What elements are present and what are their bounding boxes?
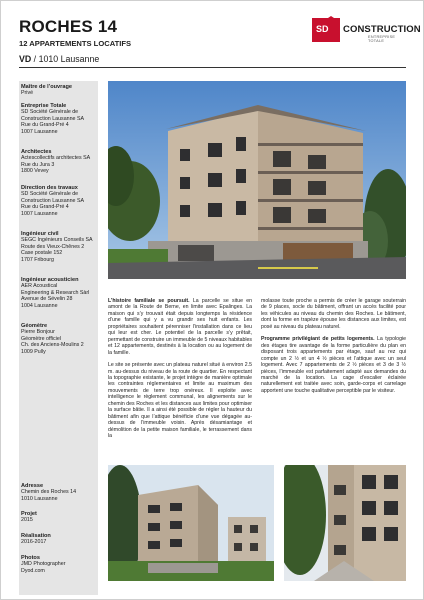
body-paragraph-3: molasse toute proche a permis de créer le garage souterrain de 9 places, socle du bâtiment, offrant un accès facilité pour les véhicules au niveau du chemin des Roches. Le bâtiment, dont la forme en trapèze épouse les distances aux limites, est posé au niveau du plateau naturel.: [261, 298, 406, 330]
credit-line: Case postale 152: [21, 250, 63, 257]
location-city: / 1010 Lausanne: [31, 54, 100, 64]
credit-heading: Direction des travaux: [21, 185, 78, 191]
credit-heading: Photos: [21, 555, 40, 561]
building-photo-facade: [284, 465, 406, 581]
credits-sidebar: [19, 81, 98, 595]
credit-line: Rue du Grand-Pré 4: [21, 122, 69, 129]
header-rule: [19, 67, 406, 68]
credit-line: Ch. des Anciens-Moulins 2: [21, 342, 84, 349]
building-photo-main: [108, 81, 406, 279]
credit-line: Avenue de Sévelin 28: [21, 296, 73, 303]
credit-block: [21, 483, 97, 502]
body-column-right: [261, 298, 406, 400]
credit-line: Chemin des Roches 14: [21, 489, 77, 496]
credit-block: [21, 84, 97, 97]
credit-heading: Géomètre: [21, 323, 48, 329]
body-paragraph-2: Le site se présente avec un plateau naturel situé à environ 2.5 m. au-dessus du niveau de la route de quartier. En respectant la topographie existante, le projet intègre de manière optimale les contraintes réglementaires et limite au maximum des mouvements de terre trop onéreux. Il exploite avec intelligence le règlement communal, les alignements sur le chemin des Roches et les distances aux limites pour optimiser la surface bâtie. Il a ainsi été possible de régler la hauteur du bâtiment afin que l’attique bénéficie d’une vue dégagée au-dessus de l’immeuble voisin. Après désamiantage et démolition de la petite maison familiale, le terrassement dans la: [108, 362, 252, 440]
location-code: VD: [19, 54, 32, 64]
credit-block: [21, 277, 97, 309]
credit-heading: Réalisation: [21, 533, 51, 539]
credit-line: Privé: [21, 90, 34, 97]
building-photo-side-image: [108, 465, 274, 581]
credit-line: 1007 Lausanne: [21, 210, 58, 217]
credit-line: Construction Lausanne SA: [21, 197, 85, 204]
credit-line: Route des Vieux-Chênes 2: [21, 243, 85, 250]
logo-wordmark: CONSTRUCTION: [343, 24, 421, 35]
body-column-left: [108, 298, 252, 446]
credit-line: 1007 Lausanne: [21, 128, 58, 135]
credit-block: [21, 511, 97, 524]
credit-heading: Entreprise Totale: [21, 103, 67, 109]
credit-line: SD Société Générale de: [21, 191, 79, 198]
credit-block: [21, 231, 97, 263]
credit-line: 1800 Vevey: [21, 168, 49, 175]
credit-heading: Adresse: [21, 483, 44, 489]
building-photo-facade-image: [284, 465, 406, 581]
paragraph-lead-history: L’histoire familiale se poursuit.: [108, 298, 190, 304]
body-paragraph-1: [108, 298, 252, 356]
credit-block: [21, 103, 97, 135]
credit-block: [21, 149, 97, 175]
credit-line: Dyod.com: [21, 567, 45, 574]
building-photo-main-image: [108, 81, 406, 279]
credit-line: JMD Photographer: [21, 561, 66, 568]
credit-line: AER Acoustical: [21, 283, 58, 290]
credit-block: [21, 185, 97, 217]
credit-line: 1009 Pully: [21, 348, 46, 355]
credit-heading: Ingénieur civil: [21, 231, 59, 237]
credit-block: [21, 323, 97, 355]
logo-mark-text: SD: [316, 24, 329, 34]
credit-heading: Architectes: [21, 149, 52, 155]
credit-heading: Ingénieur acousticien: [21, 277, 79, 283]
paragraph-text-program: La typologie des étages tire avantage de la forme particulière du plan en disposant trois appartements par étage, sauf au rez qui compte un 2 ½ et un 4 ½ pièces et l’attique avec un seul logement. Avec 7 appartements de 2 ½ pièces et 3 de 3 ½ pièces, l’immeuble est parfaitement adapté aux demandes du marché de la location. La cage d’escalier éclairée naturellement est traitée avec soin, garde-corps et carrelage apportent une touche qualitative perceptible par le visiteur.: [261, 336, 406, 394]
credit-heading: Maître de l’ouvrage: [21, 84, 72, 90]
credit-line: Actescollectifs architectes SA: [21, 155, 91, 162]
location-line: [19, 54, 99, 64]
logo-tagline: ENTREPRISE TOTALE: [368, 35, 396, 43]
credit-line: 2015: [21, 517, 33, 524]
paragraph-text-history: La parcelle se situe en amont de la Route de Berne, en limite avec Epalinges. La maison qui s’y trouvait était depuis longtemps la résidence d’une famille qui y a vu grandir ses huit enfants. Les propriétaires souhaitent pérenniser l’installation dans ce lieu qui leur est cher. Le potentiel de la parcelle s’y prêtait, permettant de construire un immeuble de 5 niveaux habitables et 12 appartements, destinés à la location ou au logement de la famille.: [108, 298, 252, 356]
credit-line: SEGC Ingénieurs Conseils SA: [21, 237, 93, 244]
credit-line: SD Société Générale de: [21, 109, 79, 116]
company-logo: [312, 18, 421, 44]
body-paragraph-4: [261, 336, 406, 394]
logo-mark-icon: [312, 18, 340, 42]
credit-line: Construction Lausanne SA: [21, 115, 85, 122]
credit-line: 1004 Lausanne: [21, 302, 58, 309]
credit-block: [21, 533, 97, 546]
credit-line: Pierre Bonjour: [21, 329, 55, 336]
paragraph-lead-program: Programme privilégiant de petits logements.: [261, 336, 375, 343]
page-subtitle: 12 APPARTEMENTS LOCATIFS: [19, 39, 132, 48]
building-photo-side: [108, 465, 274, 581]
page-title: ROCHES 14: [19, 17, 118, 36]
credit-line: Rue du Grand-Pré 4: [21, 204, 69, 211]
credit-block: [21, 555, 97, 574]
credit-line: 1010 Lausanne: [21, 495, 58, 502]
credit-line: Rue du Jura 3: [21, 161, 55, 168]
credit-line: 2016-2017: [21, 539, 47, 546]
credit-line: Géomètre officiel: [21, 335, 61, 342]
credit-line: Engineering & Research Sàrl: [21, 289, 90, 296]
credit-line: 1707 Fribourg: [21, 256, 54, 263]
credit-heading: Projet: [21, 511, 37, 517]
